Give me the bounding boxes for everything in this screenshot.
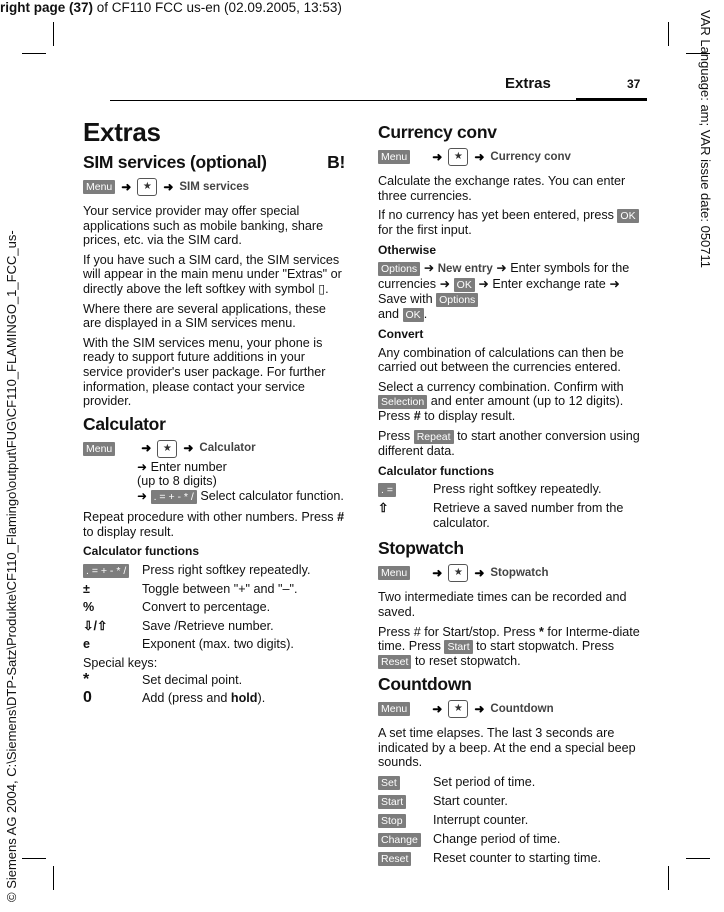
crop-mark (686, 858, 710, 859)
currency-nav-path: Menu ➜ ★ ➜ Currency conv (378, 148, 648, 166)
extras-menu-icon: ★ (448, 700, 468, 718)
extras-menu-icon: ★ (448, 148, 468, 166)
print-slug: right page (37) of CF110 FCC us-en (02.09.2005, 13:53) (0, 0, 342, 15)
copyright-path: © Siemens AG 2004, C:\Siemens\DTP-Satz\Produkte\CF110_Flamingo\output\FUG\CF110_FLAMINGO_1_FCC_us- (4, 230, 19, 902)
sim-paragraph: Your service provider may offer special applications such as mobile banking, share prices, etc. via the SIM card. (83, 204, 324, 248)
right-column: Currency conv Menu ➜ ★ ➜ Currency conv Calculate the exchange rates. You can enter three currencies. If no currency has yet been entered, press OK for the first input. Otherwise Options ➜ New entry ➜ Enter symbols for the currencies ➜ OK ➜ Enter exchange rate ➜ Save with Options and OK . Convert Any combination of calculations can then be carried out between the currencies entered. Select a currency combination. Confirm with Selection and enter amount (up to 12 digits). Press # to display result. Press Repeat to start another conversion using different data. Calculator functions . = Press right softkey repeatedly. ⇧ Retrieve a saved number from the calculator. Stopwatch Menu ➜ ★ ➜ Stopwatch Two intermediate times can be recorded and saved. Press # for Start/stop. Press * for Interme-diate time. Press Start to start stopwatch. Press Reset to reset stopwatch. Countdown Menu ➜ ★ ➜ Countdown A set time elapses. The last 3 seconds are indicated by a beep. At the end a special beep sounds. Set Set period of time. Start Start counter. Stop Interrupt counter. Change Change period of time. Reset Reset counter to starting time. (378, 118, 648, 870)
sim-optional-icon: B! (327, 152, 345, 172)
calc-functions-list: . = + - * / Press right softkey repeatedly. ± Toggle between "+" and "–". % Convert to percentage. ⇩/⇧ Save /Retrieve number. e Exponent (max. two digits). (83, 562, 311, 652)
countdown-heading: Countdown (378, 674, 472, 695)
arrow-icon: ➜ (121, 179, 132, 194)
sim-card-icon: ▯ (318, 281, 326, 296)
countdown-nav-path: Menu ➜ ★ ➜ Countdown (378, 700, 648, 718)
crop-mark (668, 22, 669, 46)
crop-mark (22, 53, 46, 54)
calc-nav-path: Menu ➜ ★ ➜ Calculator (83, 440, 345, 458)
calculator-heading: Calculator (83, 413, 166, 434)
extras-menu-icon: ★ (137, 178, 157, 196)
sim-heading: SIM services (optional) B! (83, 152, 345, 172)
sim-paragraph: Where there are several applications, these are displayed in a SIM services menu. (83, 301, 326, 331)
arrow-icon: ➜ (183, 441, 194, 456)
sim-paragraph: If you have such a SIM card, the SIM services will appear in the main menu under "Extras" or directly above the left softkey with symbol ▯. (83, 252, 342, 296)
left-column: Extras SIM services (optional) B! Menu ➜ ★ ➜ SIM services Your service provider may offer special applications such as mobile banking, share prices, etc. via the SIM card. If you have such a SIM card, the SIM services will appear in the main menu under "Extras" or directly above the left softkey with symbol ▯. Where there are several applications, these are displayed in a SIM services menu. With the SIM services menu, your phone is ready to support future additions in your service provider's user package. For further information, please contact your service provider. Calculator Menu ➜ ★ ➜ Calculator ➜ Enter number (up to 8 digits) ➜ . = + - * / Select calculator function. Repeat procedure with other numbers. Press # to display result. Calculator functions . = + - * / Press right softkey repeatedly. ± Toggle between "+" and "–". % Convert to percentage. ⇩/⇧ Save /Retrieve number. e Exponent (max. two digits). Special keys: * Set decimal point. 0 Add (press and hold). (83, 117, 345, 707)
running-head-title: Extras (505, 75, 551, 92)
crop-mark (668, 866, 669, 890)
extras-menu-icon: ★ (157, 440, 177, 458)
stopwatch-nav-path: Menu ➜ ★ ➜ Stopwatch (378, 564, 648, 582)
var-language-note: VAR Language: am; VAR issue date: 050711 (698, 10, 713, 269)
crop-mark (53, 866, 54, 890)
currency-heading: Currency conv (378, 122, 497, 142)
extras-menu-icon: ★ (448, 564, 468, 582)
menu-softkey: Menu (83, 180, 115, 194)
crop-mark (53, 22, 54, 46)
page-number: 37 (627, 77, 641, 91)
arrow-icon: ➜ (163, 179, 174, 194)
calc-steps: ➜ Enter number (up to 8 digits) ➜ . = + - * / Select calculator function. (137, 459, 344, 503)
arrow-icon: ➜ (141, 441, 152, 456)
sim-nav-path: Menu ➜ ★ ➜ SIM services (83, 178, 345, 196)
menu-softkey: Menu (83, 442, 115, 456)
header-rule (110, 100, 647, 101)
function-softkey: . = + - * / (151, 490, 197, 504)
special-keys-heading: Special keys: (83, 656, 158, 671)
sim-paragraph: With the SIM services menu, your phone is ready to support future additions in your service provider's user package. For further information, please contact your service provider. (83, 335, 326, 409)
page-title: Extras (83, 117, 161, 147)
crop-mark (22, 858, 46, 859)
stopwatch-heading: Stopwatch (378, 538, 464, 559)
calc-functions-heading: Calculator functions (83, 544, 200, 559)
calc-paragraph: Repeat procedure with other numbers. Press # to display result. (83, 509, 345, 539)
header-rule-accent (576, 98, 647, 101)
